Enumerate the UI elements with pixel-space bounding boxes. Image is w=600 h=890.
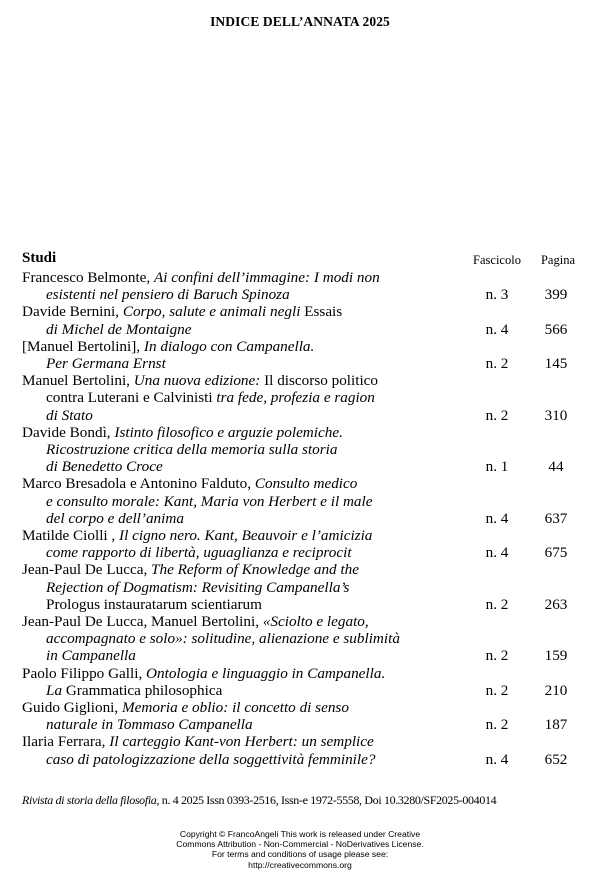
entry-title — [22, 475, 452, 527]
entry-segment-italic: e consulto morale: Kant, Maria von Herbert e il male — [46, 492, 373, 510]
entry-segment-italic: Corpo, salute e animali negli — [122, 303, 305, 321]
entry-segment-italic: Per Germana Ernst — [46, 355, 166, 373]
entry-segment-italic: Istinto filosofico e arguzie polemiche. — [114, 423, 343, 441]
entry-line — [22, 321, 452, 338]
entry-segment-italic: Memoria e oblio: il concetto di senso — [122, 699, 349, 717]
entry-line — [22, 751, 452, 768]
entry-line — [22, 441, 452, 458]
entry-line — [22, 286, 452, 303]
column-header-fascicolo: Fascicolo — [473, 253, 521, 267]
entry-line — [22, 338, 452, 355]
entry-segment-italic: naturale in Tommaso Campanella — [46, 716, 253, 734]
citation-details: , n. 4 2025 Issn 0393-2516, Issn-e 1972-5558, Doi 10.3280/SF2025-004014 — [156, 793, 497, 807]
entry-segment: Jean-Paul De Lucca, Manuel Bertolini, — [22, 613, 263, 631]
entry-title — [22, 561, 452, 613]
entry-line — [22, 544, 452, 561]
entry-fascicolo: n. 4 — [485, 509, 509, 527]
entry-title — [22, 665, 452, 699]
entry-segment-italic: accompagnato e solo»: solitudine, alienazione e sublimità — [46, 630, 400, 648]
entry-segment: Davide Bernini, — [22, 303, 123, 321]
entry-line — [22, 596, 452, 613]
entry-line — [22, 647, 452, 664]
entry-line — [22, 630, 452, 647]
toc-entry — [22, 303, 582, 337]
entry-pagina: 159 — [544, 647, 568, 665]
entry-segment-italic: di Stato — [46, 406, 93, 424]
entry-segment: Matilde Ciolli , — [22, 527, 120, 545]
entry-segment-italic: Il carteggio Kant-von Herbert: un semplice — [109, 733, 374, 751]
entry-fascicolo: n. 2 — [485, 595, 509, 613]
entry-pagina: 263 — [544, 595, 568, 613]
entry-segment-italic: Ontologia e linguaggio in Campanella. — [146, 664, 386, 682]
entry-pagina: 44 — [548, 458, 564, 476]
toc-entry — [22, 475, 582, 527]
license-line: Copyright © FrancoAngeli This work is released under Creative — [179, 829, 421, 839]
section-title: Studi — [22, 250, 57, 266]
entry-line — [22, 510, 452, 527]
entry-segment-italic: Consulto medico — [254, 475, 358, 493]
license-link[interactable]: http://creativecommons.org — [248, 859, 352, 870]
entry-segment-italic: come rapporto di libertà, uguaglianza e reciprocit — [46, 544, 352, 562]
entry-line — [22, 665, 452, 682]
entry-title — [22, 338, 452, 372]
entry-segment-italic: «Sciolto e legato, — [262, 613, 369, 631]
entry-segment-italic: in Campanella — [46, 647, 136, 665]
entry-pagina: 145 — [544, 355, 568, 373]
entry-fascicolo: n. 2 — [485, 647, 509, 665]
entry-title — [22, 269, 452, 303]
entry-title — [22, 733, 452, 767]
entry-title — [22, 527, 452, 561]
entry-line — [22, 579, 452, 596]
license-line: For terms and conditions of usage please see: — [211, 849, 389, 860]
entry-line — [22, 424, 452, 441]
entry-segment: Essais — [304, 303, 343, 321]
entry-segment-italic: Ai confini dell’immagine: I modi non — [154, 269, 380, 286]
entry-pagina: 566 — [544, 320, 568, 338]
entry-fascicolo: n. 2 — [485, 406, 509, 424]
entry-segment: Marco Bresadola e Antonino Falduto, — [22, 475, 255, 493]
entry-pagina: 399 — [544, 286, 568, 304]
entry-fascicolo: n. 3 — [485, 286, 509, 304]
toc-entry — [22, 733, 582, 767]
entry-fascicolo: n. 4 — [485, 750, 509, 768]
entry-segment: Il discorso politico — [264, 372, 379, 390]
entry-pagina: 310 — [544, 406, 568, 424]
entry-segment-italic: tra fede, profezia e ragion — [216, 389, 375, 407]
entry-segment: Grammatica philosophica — [65, 681, 223, 699]
entry-segment: Manuel Bertolini, — [22, 372, 134, 390]
entry-line — [22, 699, 452, 716]
journal-name: Rivista di storia della filosofia — [22, 793, 157, 807]
table-of-contents — [22, 250, 582, 768]
entry-segment: Davide Bondì, — [22, 423, 115, 441]
toc-entry — [22, 561, 582, 613]
toc-entry — [22, 665, 582, 699]
entry-line — [22, 372, 452, 389]
entry-segment: Prologus instauratarum scientiarum — [46, 595, 262, 613]
entry-fascicolo: n. 2 — [485, 681, 509, 699]
entry-pagina: 637 — [544, 509, 568, 527]
toc-entry — [22, 269, 582, 303]
entry-title — [22, 699, 452, 733]
toc-entry — [22, 424, 582, 476]
entry-pagina: 652 — [544, 750, 568, 768]
entry-fascicolo: n. 4 — [485, 320, 509, 338]
entry-line — [22, 613, 452, 630]
entry-line — [22, 682, 452, 699]
page-title: INDICE DELL’ANNATA 2025 — [210, 14, 390, 29]
entry-fascicolo: n. 2 — [485, 355, 509, 373]
entry-segment-italic: Ricostruzione critica della memoria sulla storia — [46, 441, 338, 459]
entry-segment: Jean-Paul De Lucca, — [22, 561, 152, 579]
entry-segment: Guido Giglioni, — [22, 699, 122, 717]
entry-line — [22, 355, 452, 372]
entry-title — [22, 372, 452, 424]
toc-entry — [22, 699, 582, 733]
entry-segment-italic: In dialogo con Campanella. — [143, 337, 315, 355]
entry-segment-italic: La — [46, 681, 66, 699]
toc-entry — [22, 338, 582, 372]
toc-entry — [22, 613, 582, 665]
entry-title — [22, 424, 452, 476]
entry-segment-italic: di Benedetto Croce — [46, 458, 163, 476]
entry-line — [22, 733, 452, 750]
entry-line — [22, 716, 452, 733]
license-notice — [100, 829, 500, 870]
entry-segment: contra Luterani e Calvinisti — [46, 389, 217, 407]
entry-segment: Ilaria Ferrara, — [22, 733, 110, 751]
toc-entry — [22, 527, 582, 561]
toc-header — [22, 250, 582, 269]
entry-line — [22, 389, 452, 406]
entry-line — [22, 475, 452, 492]
entry-segment-italic: Rejection of Dogmatism: Revisiting Campanella’s — [46, 578, 350, 596]
entry-line — [22, 303, 452, 320]
entry-segment-italic: The Reform of Knowledge and the — [151, 561, 360, 579]
entry-segment-italic: esistenti nel pensiero di Baruch Spinoza — [46, 286, 290, 304]
entry-pagina: 675 — [544, 544, 568, 562]
entry-segment: [Manuel Bertolini], — [22, 337, 144, 355]
entry-segment-italic: di Michel de Montaigne — [46, 320, 192, 338]
entry-pagina: 187 — [544, 716, 568, 734]
entry-segment-italic: Una nuova edizione: — [133, 372, 265, 390]
entry-line — [22, 493, 452, 510]
entry-segment: Francesco Belmonte, — [22, 269, 155, 286]
entry-list — [22, 269, 582, 768]
license-line: Commons Attribution - Non-Commercial - NoDerivatives License. — [176, 839, 424, 850]
entry-title — [22, 303, 452, 337]
entry-segment-italic: del corpo e dell’anima — [46, 509, 184, 527]
toc-entry — [22, 372, 582, 424]
entry-line — [22, 561, 452, 578]
column-header-pagina: Pagina — [540, 253, 576, 267]
journal-citation — [22, 793, 592, 808]
entry-line — [22, 458, 452, 475]
entry-fascicolo: n. 2 — [485, 716, 509, 734]
entry-fascicolo: n. 4 — [485, 544, 509, 562]
entry-fascicolo: n. 1 — [485, 458, 509, 476]
entry-segment-italic: Il cigno nero. Kant, Beauvoir e l’amicizia — [119, 527, 373, 545]
entry-line — [22, 527, 452, 544]
entry-pagina: 210 — [544, 681, 568, 699]
entry-line — [22, 269, 452, 286]
entry-segment-italic: caso di patologizzazione della soggettività femminile? — [46, 750, 376, 768]
entry-line — [22, 407, 452, 424]
entry-segment: Paolo Filippo Galli, — [22, 664, 147, 682]
entry-title — [22, 613, 452, 665]
